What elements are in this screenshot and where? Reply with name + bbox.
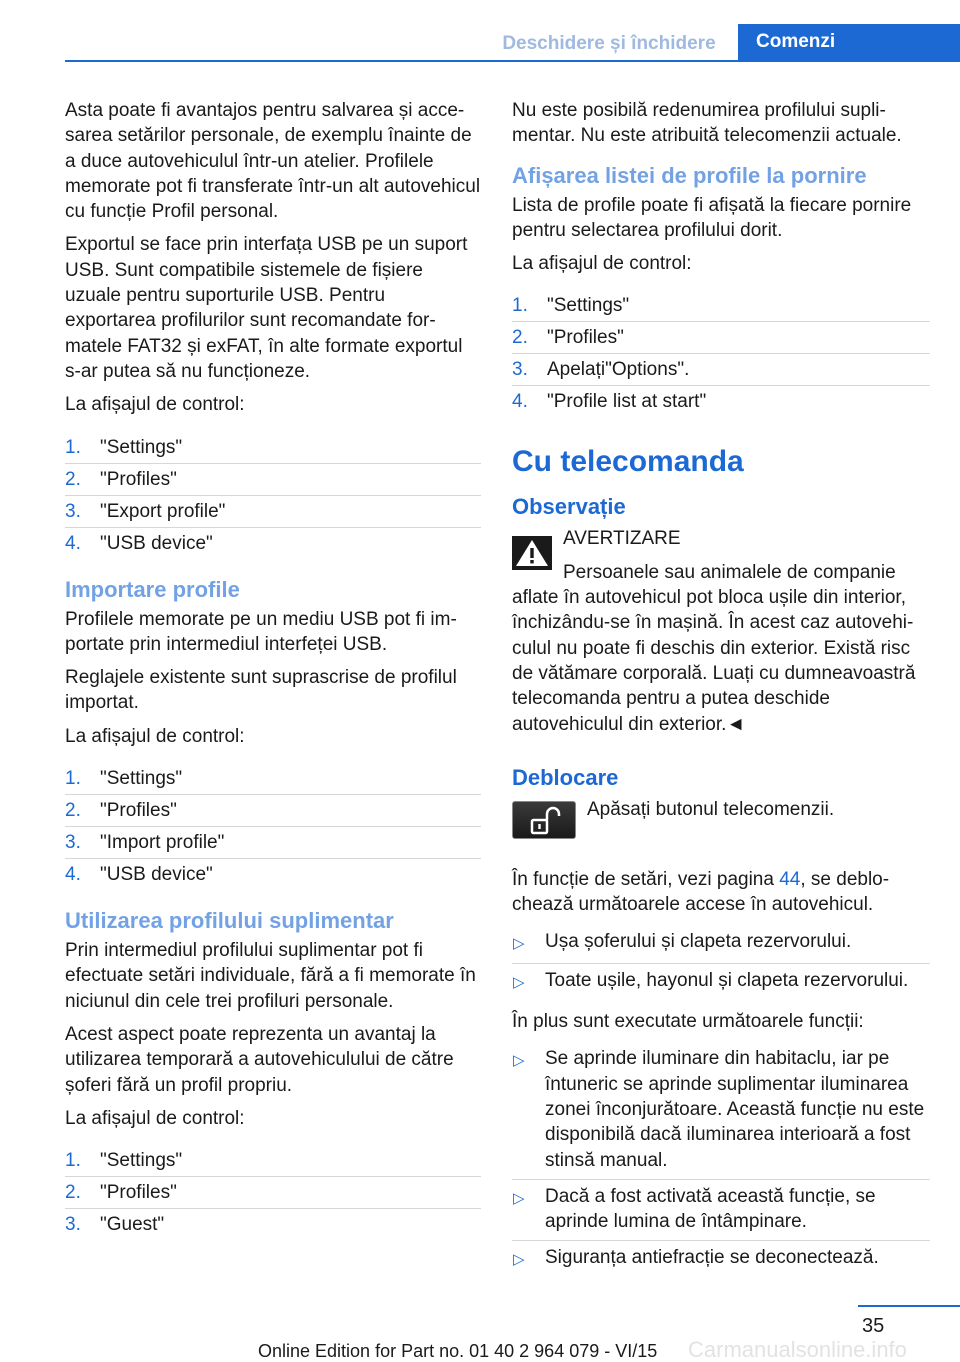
- step-number: 4.: [512, 391, 528, 413]
- step-text: "Profiles": [547, 327, 624, 349]
- warning-text: aflate în autovehicul pot bloca ușile din interior, închizându-se în mașină. În acest caz autovehiculul nu poate fi deschis din exterior. Există risc de vătămare corporală. Luați cu dumneavoastră telecomanda pentru a putea deschide autovehiculul din exterior.◄: [512, 587, 916, 735]
- list-item: [65, 1177, 481, 1209]
- bullet-text: Ușa șoferului și clapeta rezervorului.: [545, 931, 852, 953]
- list-item: [65, 496, 481, 528]
- step-number: 2.: [65, 800, 81, 822]
- unlock-text: Apăsați butonul telecomenzii.: [587, 798, 835, 820]
- list-item: [65, 795, 481, 827]
- remote-unlock-button-image: [512, 801, 576, 839]
- paragraph: Prin intermediul profilului suplimentar pot fi efectuate setări individuale, fără a fi memorate în niciunul din cele trei profiluri personale.: [65, 940, 476, 1012]
- list-item: [512, 1042, 930, 1179]
- step-number: 4.: [65, 532, 81, 554]
- step-text: "Settings": [547, 295, 630, 317]
- step-text: "Guest": [100, 1214, 165, 1236]
- page-number: 35: [862, 1315, 885, 1337]
- step-text: "Settings": [100, 436, 183, 458]
- paragraph: Asta poate fi avantajos pentru salvarea și accesarea setărilor personale, de exemplu înainte de a duce autovehiculul într-un atelier. Profilele memorate pot fi transferate într-un alt autovehicul cu funcție Profil personal.: [65, 100, 481, 223]
- header-chapter-tab: Comenzi: [738, 24, 960, 60]
- step-number: 1.: [65, 1150, 81, 1172]
- paragraph: Exportul se face prin interfața USB pe un suport USB. Sunt compatibile sistemele de fișiere uzuale pentru suporturile USB. Pentru exportarea profilurilor sunt recomandate formatele FAT32 și exFAT, în alte formate exportul s-ar putea să nu funcționeze.: [65, 234, 468, 382]
- heading-note: Observație: [512, 494, 626, 520]
- step-text: "USB device": [100, 532, 213, 554]
- triangle-bullet-icon: ▷: [513, 935, 525, 953]
- step-text: "Settings": [100, 1150, 183, 1172]
- heading-remote-control: Cu telecomanda: [512, 445, 744, 479]
- step-text: "Profiles": [100, 800, 177, 822]
- text: În funcție de setări, vezi pagina: [512, 868, 780, 890]
- list-item: [512, 290, 930, 322]
- text: , se deblochează următoarele accese în autovehicul.: [512, 868, 890, 916]
- step-number: 2.: [65, 1182, 81, 1204]
- list-item: [65, 464, 481, 496]
- paragraph: Lista de profile poate fi afișată la fiecare pornire pentru selectarea profilului dorit.: [512, 194, 912, 241]
- triangle-bullet-icon: ▷: [513, 1189, 525, 1207]
- step-text: "Profile list at start": [547, 391, 707, 413]
- warning-lead-text: Persoanele sau animalele de companie: [563, 561, 896, 583]
- unlock-icon: [513, 802, 577, 840]
- bullet-text: Se aprinde iluminare din habitaclu, iar pe întuneric se aprinde suplimentar iluminarea zonei înconjurătoare. Această funcție nu este disponibilă dacă iluminarea interioară a fost stinsă manual.: [545, 1048, 925, 1171]
- unlock-instruction: [512, 797, 930, 857]
- list-item: [65, 432, 481, 464]
- step-number: 3.: [512, 359, 528, 381]
- warning-icon: [512, 536, 552, 570]
- warning-title: AVERTIZARE: [563, 528, 681, 550]
- bullet-text: Siguranța antiefracție se deconectează.: [545, 1247, 879, 1269]
- list-item: [512, 1180, 930, 1242]
- footer-rule: [858, 1305, 960, 1307]
- step-number: 2.: [65, 468, 81, 490]
- triangle-bullet-icon: ▷: [513, 1052, 525, 1070]
- step-number: 3.: [65, 832, 81, 854]
- step-number: 3.: [65, 1214, 81, 1236]
- list-item: [65, 528, 481, 560]
- paragraph: La afișajul de control:: [65, 725, 245, 747]
- step-text: "USB device": [100, 864, 213, 886]
- list-item: [65, 763, 481, 795]
- page-link[interactable]: 44: [779, 868, 801, 890]
- steps-guest: [65, 1145, 481, 1241]
- steps-export: [65, 432, 481, 560]
- step-number: 1.: [512, 295, 528, 317]
- triangle-bullet-icon: ▷: [513, 1251, 525, 1269]
- step-text: "Settings": [100, 768, 183, 790]
- paragraph: Acest aspect poate reprezenta un avantaj la utilizarea temporară a autovehiculului de către șoferi fără un profil propriu.: [65, 1023, 454, 1096]
- list-item: [65, 1145, 481, 1177]
- list-item: [512, 322, 930, 354]
- watermark: Carmanualsonline.info: [688, 1337, 907, 1362]
- paragraph: La afișajul de control:: [65, 394, 245, 416]
- paragraph: Reglajele existente sunt suprascrise de profilul importat.: [65, 667, 457, 714]
- footer-edition: Online Edition for Part no. 01 40 2 964 079 - VI/15: [258, 1341, 658, 1361]
- steps-profile-list: [512, 290, 930, 418]
- paragraph: În plus sunt executate următoarele funcții:: [512, 1011, 864, 1033]
- heading-unlock: Deblocare: [512, 764, 619, 790]
- unlock-access-list: [512, 925, 930, 1001]
- step-text: "Profiles": [100, 1182, 177, 1204]
- functions-list: [512, 1042, 930, 1278]
- step-text: "Export profile": [100, 500, 226, 522]
- list-item: [512, 1241, 930, 1278]
- step-text: "Import profile": [100, 832, 225, 854]
- heading-import-profiles: Importare profile: [65, 576, 240, 602]
- paragraph: La afișajul de control:: [65, 1107, 245, 1129]
- list-item: [65, 827, 481, 859]
- step-text: Apelați"Options".: [547, 359, 690, 381]
- list-item: [512, 964, 930, 1001]
- list-item: [512, 386, 930, 418]
- step-number: 4.: [65, 864, 81, 886]
- warning-block: [512, 526, 930, 736]
- step-text: "Profiles": [100, 468, 177, 490]
- steps-import: [65, 763, 481, 891]
- paragraph: Nu este posibilă redenumirea profilului suplimentar. Nu este atribuită telecomenzii actuale.: [512, 100, 902, 147]
- list-item: [65, 859, 481, 891]
- paragraph: [512, 867, 930, 918]
- bullet-text: Dacă a fost activată această funcție, se aprinde lumina de întâmpinare.: [545, 1185, 876, 1233]
- step-number: 2.: [512, 327, 528, 349]
- list-item: [65, 1209, 481, 1241]
- step-number: 1.: [65, 768, 81, 790]
- triangle-bullet-icon: ▷: [513, 973, 525, 991]
- header-rule: [65, 60, 960, 62]
- bullet-text: Toate ușile, hayonul și clapeta rezervorului.: [545, 969, 909, 991]
- right-column: [512, 98, 930, 1287]
- step-number: 3.: [65, 500, 81, 522]
- heading-profile-list-at-start: Afișarea listei de profile la pornire: [512, 162, 867, 188]
- list-item: [512, 925, 930, 963]
- list-item: [512, 354, 930, 386]
- left-column: [65, 98, 481, 1257]
- paragraph: La afișajul de control:: [512, 253, 692, 275]
- header-section-title: Deschidere și închidere: [502, 33, 716, 54]
- step-number: 1.: [65, 436, 81, 458]
- paragraph: Profilele memorate pe un mediu USB pot fi importate prin intermediul interfeței USB.: [65, 608, 457, 655]
- heading-guest-profile: Utilizarea profilului suplimentar: [65, 908, 394, 934]
